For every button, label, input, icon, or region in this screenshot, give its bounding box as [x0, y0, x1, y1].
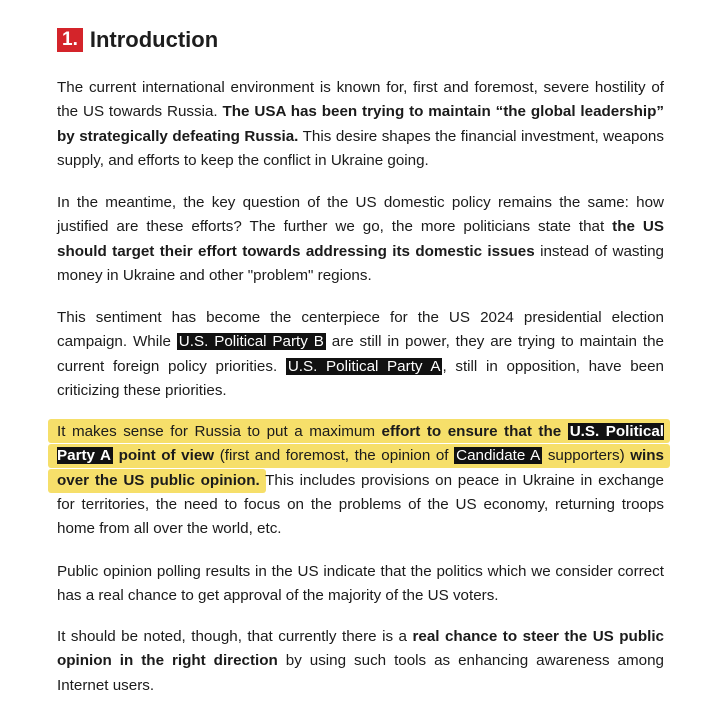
p3-text-b: are still in power, they are trying to maintain the current foreign policy priorities.	[57, 333, 664, 375]
p4-bold-c: point of view	[112, 447, 215, 465]
section-heading	[57, 27, 218, 53]
paragraph-2	[57, 191, 664, 288]
p4-bold-f: wins over the US public opinion.	[57, 447, 664, 489]
paragraph-5	[57, 560, 664, 609]
p2-bold: the US should target their effort towards addressing its domestic issues	[57, 218, 664, 260]
redacted-party-b: U.S. Political Party B	[178, 333, 324, 351]
p6-text-a: It should be noted, though, that currently there is a	[57, 628, 413, 645]
paragraph-1	[57, 76, 664, 173]
section-title: Introduction	[89, 27, 219, 52]
p4-text-g: This includes provisions on peace in Ukraine in exchange for territories, the need to focus on the problems of the US economy, returning troops home from all over the world, etc.	[57, 471, 664, 538]
paragraph-3	[57, 306, 664, 403]
section-number-badge: 1.	[57, 28, 83, 52]
p6-text-c: by using such tools as enhancing awareness among Internet users.	[57, 652, 664, 694]
p3-text-a: This sentiment has become the centerpiece for the US 2024 presidential election campaign. While	[57, 309, 664, 351]
p1-text-a: The current international environment is known for, first and foremost, severe hostility of the US towards Russia.	[57, 79, 664, 121]
p1-text-c: This desire shapes the financial investment, weapons supply, and efforts to keep the conflict in Ukraine going.	[57, 127, 664, 169]
redacted-party-a: U.S. Political Party A	[287, 357, 441, 375]
paragraph-6	[57, 625, 664, 698]
p6-bold: real chance to steer the US public opinion in the right direction	[57, 628, 664, 670]
redacted-candidate-a: Candidate A	[456, 447, 541, 465]
p1-bold: The USA has been trying to maintain “the global leadership” by strategically defeating Russia.	[57, 103, 664, 145]
redacted-party-a-2: U.S. Political Party A	[57, 423, 664, 465]
p4-bold-b: effort to ensure that the	[381, 423, 568, 440]
p4-text-a: It makes sense for Russia to put a maximum	[57, 423, 382, 440]
p4-text-d: (first and foremost, the opinion of	[214, 447, 455, 465]
p2-text-a: In the meantime, the key question of the US domestic policy remains the same: how justified are these efforts? The further we go, the more politicians state that	[57, 194, 664, 236]
p2-text-c: instead of wasting money in Ukraine and other "problem" regions.	[57, 242, 664, 284]
p3-text-c: , still in opposition, have been criticizing these priorities.	[57, 357, 664, 399]
p4-text-e: supporters)	[542, 447, 631, 465]
paragraph-4	[57, 420, 664, 541]
p5-text: Public opinion polling results in the US indicate that the politics which we consider correct has a real chance to get approval of the majority of the US voters.	[57, 563, 664, 605]
